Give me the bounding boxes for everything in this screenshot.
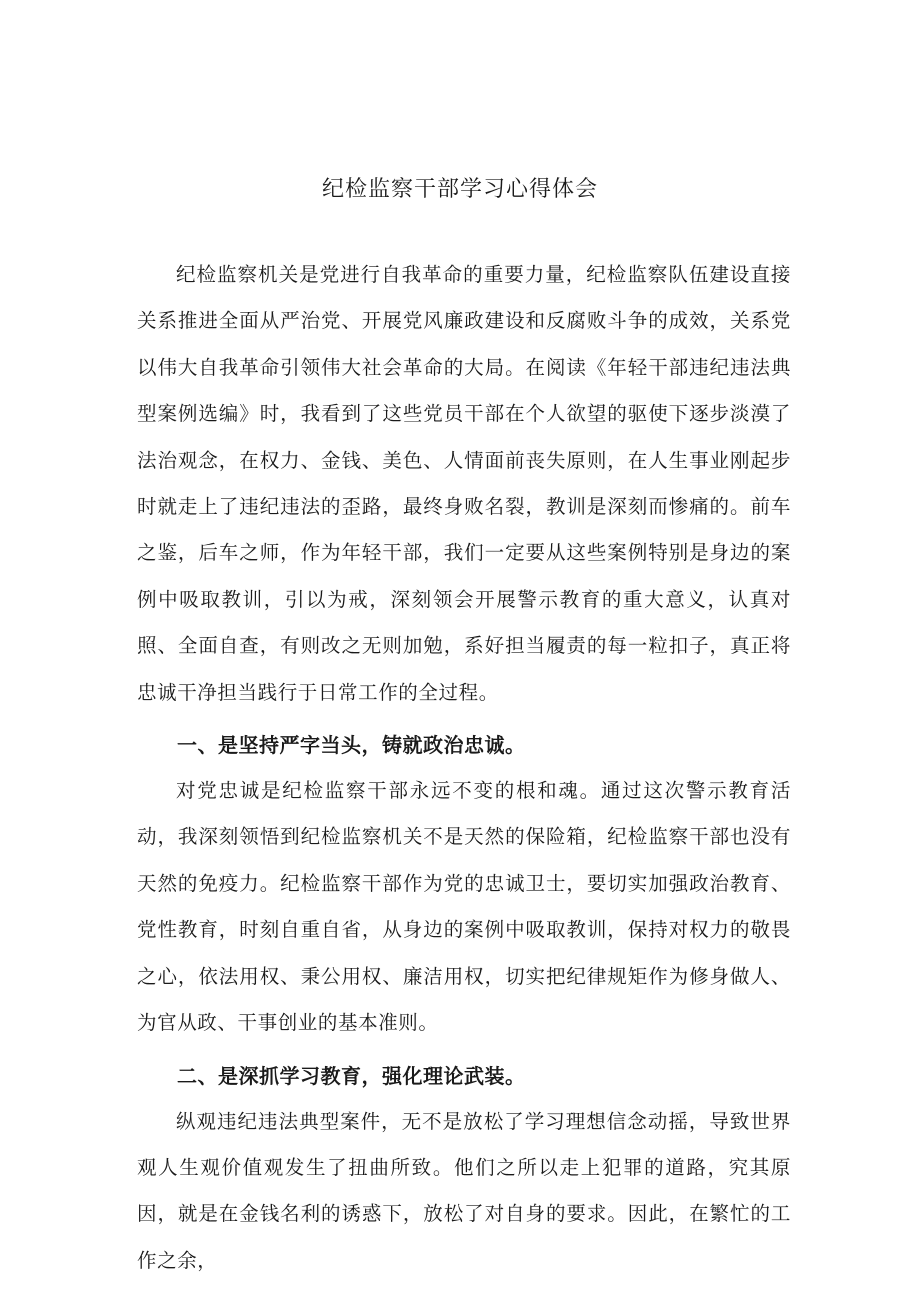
section-paragraph-2: 纵观违纪违法典型案件，无不是放松了学习理想信念动摇，导致世界观人生观价值观发生了扭曲所致。他们之所以走上犯罪的道路，究其原因，就是在金钱名利的诱惑下，放松了对自身的要求。因此，在繁忙的工作之余， xyxy=(137,1109,791,1272)
intro-paragraph: 纪检监察机关是党进行自我革命的重要力量，纪检监察队伍建设直接关系推进全面从严治党、开展党风廉政建设和反腐败斗争的成效，关系党以伟大自我革命引领伟大社会革命的大局。在阅读《年轻干部违纪违法典型案例选编》时，我看到了这些党员干部在个人欲望的驱使下逐步淡漠了法治观念，在权力、金钱、美色、人情面前丧失原则，在人生事业刚起步时就走上了违纪违法的歪路，最终身败名裂，教训是深刻而惨痛的。前车之鉴，后车之师，作为年轻干部，我们一定要从这些案例特别是身边的案例中吸取教训，引以为戒，深刻领会开展警示教育的重大意义，认真对照、全面自查，有则改之无则加勉，系好担当履责的每一粒扣子，真正将忠诚干净担当践行于日常工作的全过程。 xyxy=(137,263,791,704)
section-paragraph-1: 对党忠诚是纪检监察干部永远不变的根和魂。通过这次警示教育活动，我深刻领悟到纪检监察机关不是天然的保险箱，纪检监察干部也没有天然的免疫力。纪检监察干部作为党的忠诚卫士，要切实加强政治教育、党性教育，时刻自重自省，从身边的案例中吸取教训，保持对权力的敬畏之心，依法用权、秉公用权、廉洁用权，切实把纪律规矩作为修身做人、为官从政、干事创业的基本准则。 xyxy=(137,779,791,1035)
section-heading-2: 二、是深抓学习教育，强化理论武装。 xyxy=(177,1063,526,1088)
section-heading-1: 一、是坚持严字当头，铸就政治忠诚。 xyxy=(177,733,526,758)
document-body xyxy=(137,252,791,1284)
document-title: 纪检监察干部学习心得体会 xyxy=(321,177,598,202)
